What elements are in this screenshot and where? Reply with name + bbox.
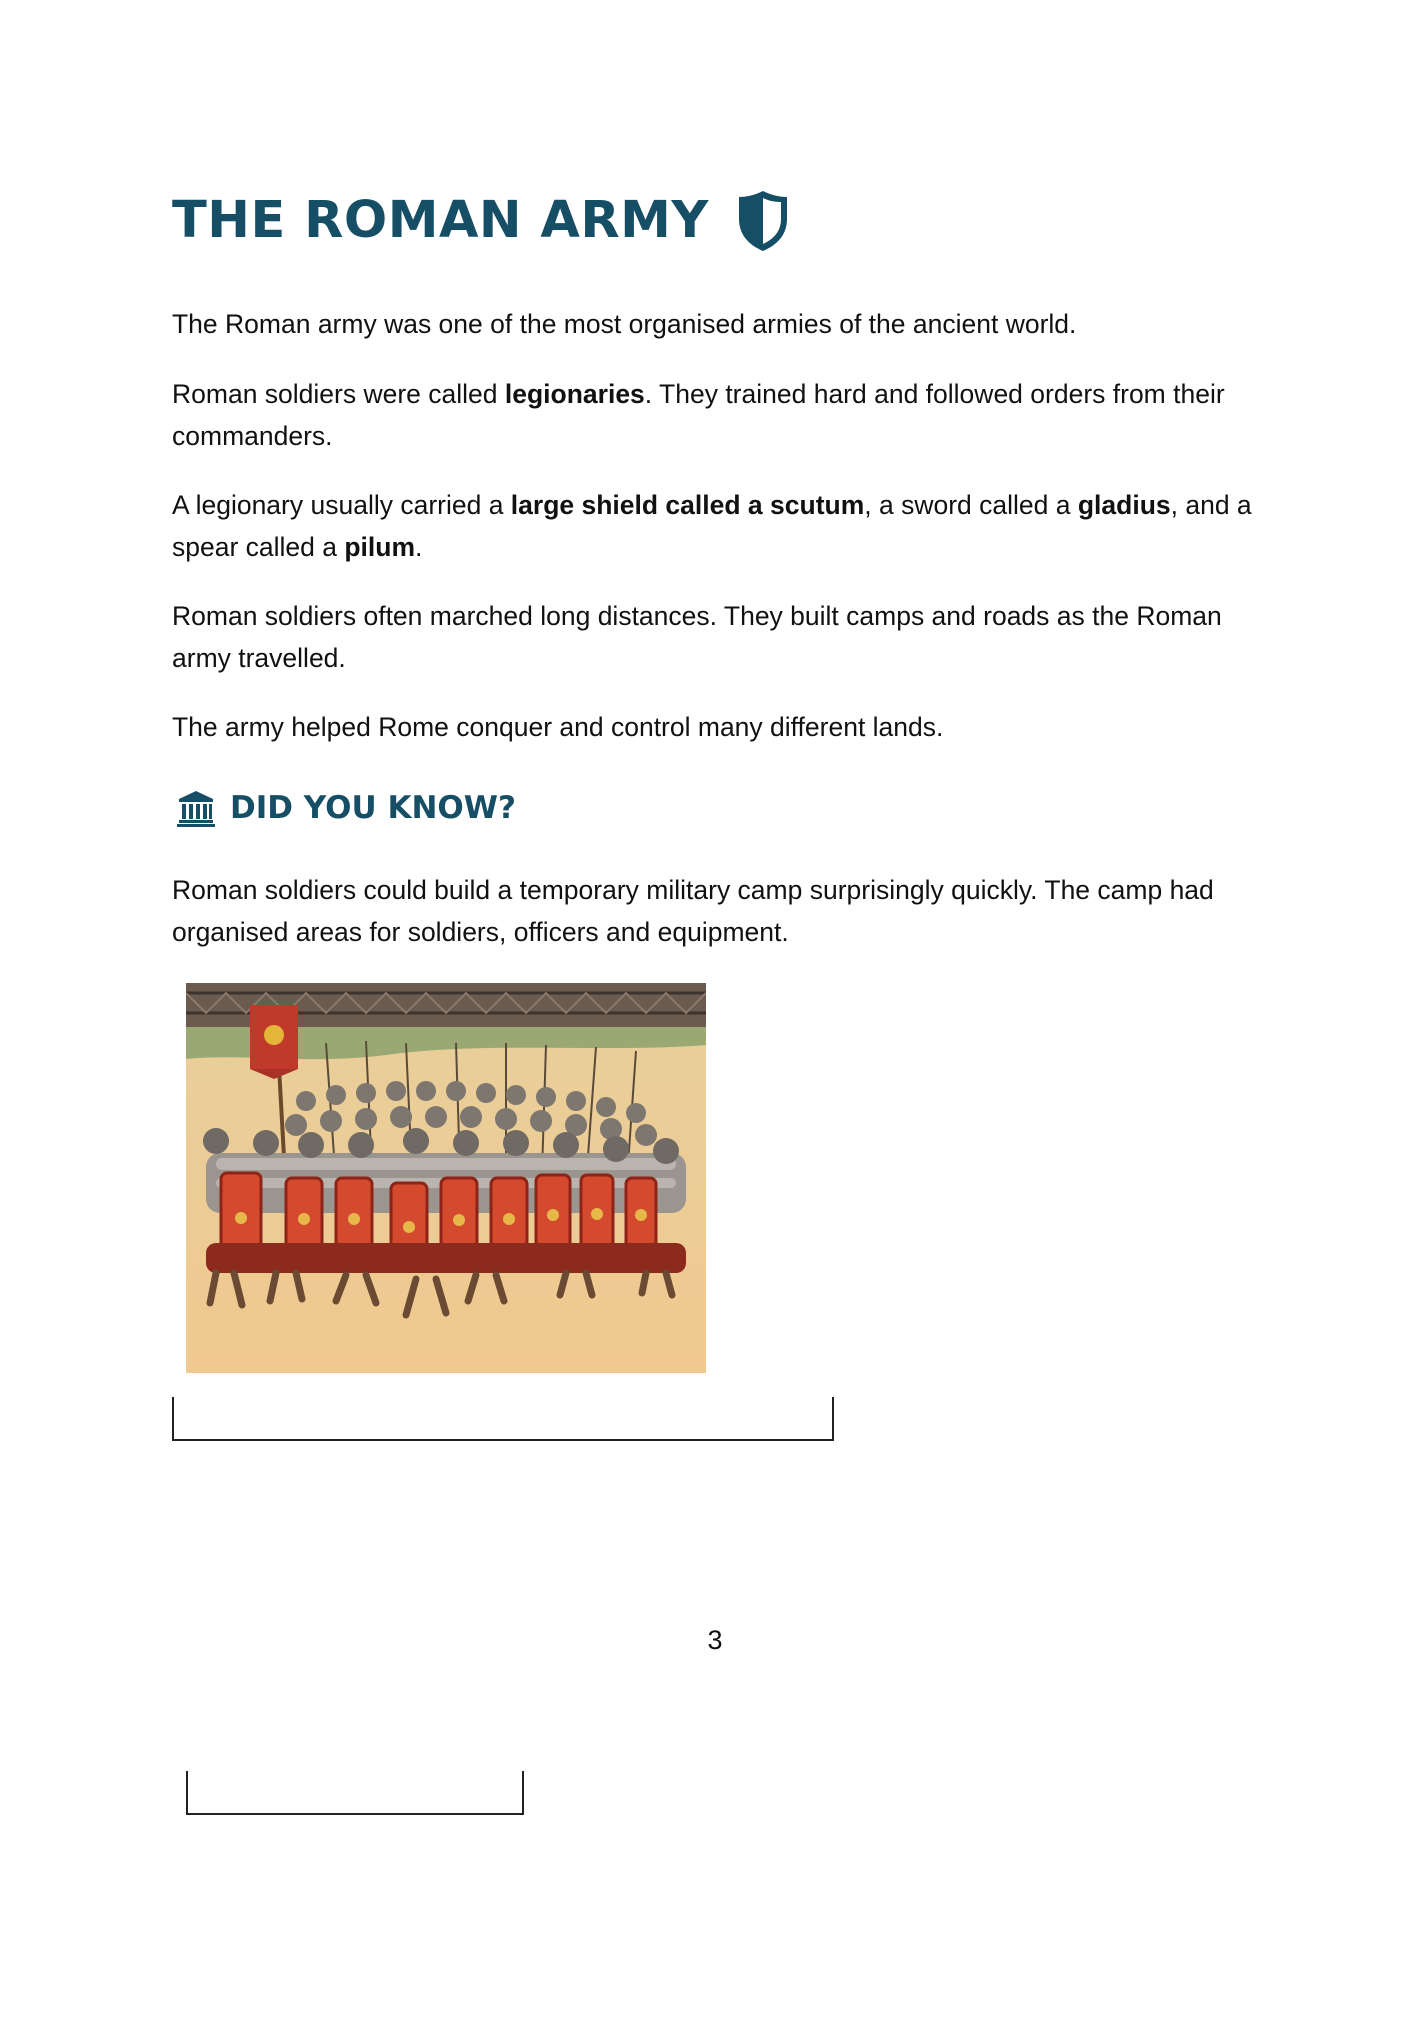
answer-bracket — [186, 1771, 524, 1815]
paragraph-conquest — [172, 706, 1252, 748]
bold-term-gladius: gladius — [1077, 490, 1171, 520]
paragraph-equipment — [172, 484, 1252, 568]
paragraph-text: . They trained hard and followed orders from their commanders. — [172, 379, 1225, 451]
paragraph-text: The army helped Rome conquer and control many different lands. — [172, 712, 944, 742]
page-title: THE ROMAN ARMY — [172, 191, 709, 250]
paragraph-marching — [172, 595, 1252, 679]
paragraph-text: Roman soldiers often marched long distances. They built camps and roads as the Roman army travelled. — [172, 601, 1222, 673]
bold-term-legionaries: legionaries — [504, 379, 645, 409]
did-you-know-text — [172, 869, 1252, 953]
paragraph-legionaries — [172, 373, 1252, 457]
paragraph-text: , and a spear called a — [172, 490, 1252, 562]
paragraph-text: A legionary usually carried a — [172, 490, 511, 520]
page-number: 3 — [707, 1625, 723, 1655]
paragraph-text: . — [415, 532, 423, 562]
bold-term-pilum: pilum — [344, 532, 416, 562]
classical-building-icon — [176, 788, 216, 828]
paragraph-text: The Roman army was one of the most organised armies of the ancient world. — [172, 309, 1077, 339]
heading-row — [172, 186, 791, 256]
shield-icon — [735, 189, 791, 253]
did-you-know-title: DID YOU KNOW? — [230, 790, 516, 826]
paragraph-text: Roman soldiers were called — [172, 379, 505, 409]
paragraph-text: Roman soldiers could build a temporary military camp surprisingly quickly. The camp had organised areas for soldiers, officers and equipment. — [172, 875, 1214, 947]
answer-bracket — [172, 1397, 834, 1441]
bold-term-scutum: large shield called a scutum — [510, 490, 865, 520]
roman-legionaries-photo — [186, 983, 706, 1373]
paragraph-text: , a sword called a — [864, 490, 1078, 520]
paragraph-intro — [172, 303, 1252, 345]
did-you-know-heading — [176, 787, 516, 829]
